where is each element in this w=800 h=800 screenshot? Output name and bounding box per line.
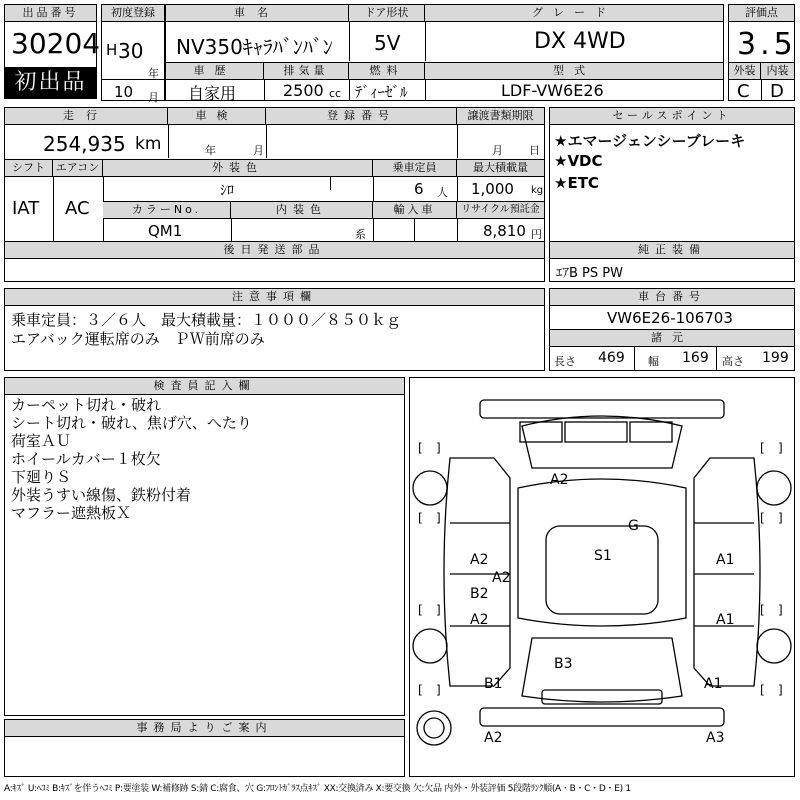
caution-line-2: エアバック運転席のみ ＰＷ前席のみ [11, 330, 265, 348]
capacity-unit: 人 [437, 186, 448, 199]
int-color-label: 内装色 [231, 202, 373, 219]
main-header-box [165, 4, 724, 101]
inspector-line-2: シート切れ・破れ、焦げ穴、へたり [11, 414, 252, 432]
exterior-grade: C [737, 81, 750, 102]
height: 199 [762, 350, 789, 366]
svg-text:]: ] [436, 683, 441, 697]
ac: AC [65, 198, 90, 219]
mark-left-step: A2 [492, 570, 511, 586]
month-unit: 月 [148, 91, 159, 104]
max-load: 1,000 [471, 180, 514, 198]
color-no-label: カラーNo. [103, 202, 231, 219]
svg-text:[: [ [418, 683, 423, 697]
inspector-line-4: ホイールカバー１枚欠 [11, 450, 161, 468]
length: 469 [598, 350, 625, 366]
sales-box [549, 107, 795, 282]
mark-right-front-door: A1 [716, 552, 735, 568]
inspector-line-6: 外装うすい線傷、鉄粉付着 [11, 486, 192, 504]
ac-label: エアコン [53, 160, 103, 177]
details-box [4, 107, 545, 282]
mark-left-slide-door: B2 [470, 586, 489, 602]
inspector-line-3: 荷室ＡＵ [11, 432, 72, 450]
later-parts-label: 後日発送部品 [5, 242, 544, 259]
score-box [728, 4, 795, 101]
history-label: 車歴 [166, 63, 264, 80]
inspector-line-1: カーペット切れ・破れ [11, 396, 162, 414]
fuel-label: 燃料 [349, 63, 425, 80]
mileage-label: 走行 [5, 108, 168, 125]
history: 自家用 [188, 84, 237, 103]
int-color-suffix: 系 [355, 228, 366, 241]
plate-label: 登録番号 [266, 108, 457, 125]
transfer-day-unit: 日 [529, 144, 540, 157]
svg-text:]: ] [778, 441, 783, 455]
door-type: 5V [374, 31, 401, 55]
recycle-fee: 8,810 [483, 222, 526, 240]
color-no: QM1 [148, 222, 183, 240]
ext-color-label: 外装色 [103, 160, 373, 177]
svg-text:]: ] [778, 511, 783, 525]
model-code: LDF-VW6E26 [501, 81, 604, 100]
grade-label: グレード [425, 5, 723, 22]
km-unit: km [135, 134, 162, 154]
dims-label: 諸元 [550, 330, 794, 347]
svg-text:]: ] [778, 683, 783, 697]
sales-point-1: ★エマージェンシーブレーキ [554, 132, 746, 150]
mark-right-rear-panel: A1 [716, 612, 735, 628]
inspector-label: 検査員記入欄 [5, 378, 404, 395]
inspection-label: 車検 [168, 108, 266, 125]
width-label: 幅 [648, 355, 659, 368]
legend: A:ｷｽﾞ U:ﾍｺﾐ B:ｷｽﾞを伴うﾍｺﾐ P:要塗装 W:補修跡 S:錆 C:腐食、穴 G:ﾌﾛﾝﾄｶﾞﾗｽ点ｷｽﾞ XX:交換済み X:要交換 欠:欠品 内外・外装評価 5段階ﾗﾝｸ順(A・B・C・D・E) 1 [4, 784, 631, 794]
mark-rear-roof: B3 [554, 656, 573, 672]
car-name: NV350ｷｬﾗﾊﾞﾝﾊﾞﾝ [176, 35, 333, 59]
length-label: 長さ [554, 355, 576, 368]
interior-label: 内装 [761, 63, 794, 80]
inspector-line-5: 下廻りＳ [11, 468, 72, 486]
damage-diagram [409, 377, 795, 777]
shift-label: シフト [5, 160, 53, 177]
inspector-box [4, 377, 405, 716]
fuel: ﾃﾞｨｰｾﾞﾙ [355, 83, 408, 101]
mark-roof: S1 [594, 548, 612, 564]
recycle-label: リサイクル預託金 [457, 202, 544, 219]
height-label: 高さ [722, 355, 744, 368]
svg-text:]: ] [436, 511, 441, 525]
era: H [106, 41, 118, 59]
year-unit: 年 [148, 67, 159, 80]
mark-left-rear-corner: B1 [484, 676, 503, 692]
ext-color: ｼﾛ [220, 183, 234, 199]
lot-box [4, 4, 101, 99]
inspection-year-unit: 年 [205, 144, 216, 157]
lot-number: 30204 [11, 27, 101, 60]
svg-text:[: [ [760, 603, 765, 617]
car-outline-diagram [410, 378, 794, 776]
score-label: 評価点 [729, 5, 794, 22]
equip-label: 純正装備 [550, 242, 794, 259]
reg-label: 初度登録 [102, 5, 164, 22]
load-label: 最大積載量 [457, 160, 544, 177]
mark-hood: A2 [550, 472, 569, 488]
displacement-label: 排気量 [264, 63, 349, 80]
office-box [4, 719, 405, 777]
lot-label: 出品番号 [5, 5, 96, 22]
office-label: 事務局よりご案内 [5, 720, 404, 737]
svg-text:[: [ [418, 511, 423, 525]
mark-right-rear-corner: A1 [704, 676, 723, 692]
chassis-box [549, 288, 795, 371]
caution-label: 注意事項欄 [5, 289, 544, 306]
first-listing-badge: 初出品 [5, 67, 96, 98]
door-label: ドア形状 [349, 5, 425, 22]
model-label: 型式 [425, 63, 723, 80]
yen-unit: 円 [531, 228, 542, 241]
capacity-label: 乗車定員 [373, 160, 457, 177]
sales-point-3: ★ETC [554, 174, 599, 192]
grade: DX 4WD [534, 29, 626, 54]
import-label: 輸入車 [373, 202, 457, 219]
svg-text:[: [ [418, 603, 423, 617]
svg-text:]: ] [436, 603, 441, 617]
exterior-label: 外装 [729, 63, 761, 80]
equipment: ｴｱB PS PW [556, 266, 623, 281]
svg-text:]: ] [778, 603, 783, 617]
mark-rear-bumper-right: A3 [706, 730, 725, 746]
cc-unit: cc [329, 87, 342, 100]
svg-text:[: [ [760, 511, 765, 525]
svg-text:]: ] [436, 441, 441, 455]
capacity: 6 [414, 180, 424, 198]
mark-front-glass: G [628, 518, 639, 534]
reg-month: 10 [114, 83, 134, 101]
chassis-number: VW6E26-106703 [607, 309, 733, 327]
caution-line-1: 乗車定員：３／６人 最大積載量：１０００／８５０ｋｇ [11, 311, 402, 329]
inspector-line-7: マフラー遮熱板Ｘ [11, 504, 132, 522]
width: 169 [682, 350, 709, 366]
caution-box [4, 288, 545, 371]
interior-grade: D [770, 81, 784, 102]
shift: IAT [12, 198, 40, 219]
inspection-month-unit: 月 [253, 144, 264, 157]
score: 3.5 [737, 27, 797, 62]
sales-label: セールスポイント [550, 108, 794, 125]
mileage: 254,935 [43, 132, 126, 156]
mark-rear-bumper-left: A2 [484, 730, 503, 746]
chassis-label: 車台番号 [550, 289, 794, 306]
load-unit: kg [531, 185, 544, 196]
svg-text:[: [ [760, 441, 765, 455]
mark-left-front-door: A2 [470, 552, 489, 568]
displacement: 2500 [283, 81, 324, 100]
svg-text:[: [ [760, 683, 765, 697]
mark-left-rear-panel: A2 [470, 612, 489, 628]
sales-point-2: ★VDC [554, 152, 603, 170]
reg-year: 30 [118, 39, 144, 63]
transfer-month-unit: 月 [492, 144, 503, 157]
car-name-label: 車名 [166, 5, 349, 22]
svg-text:[: [ [418, 441, 423, 455]
registration-box [101, 4, 165, 104]
transfer-label: 譲渡書類期限 [457, 108, 544, 125]
